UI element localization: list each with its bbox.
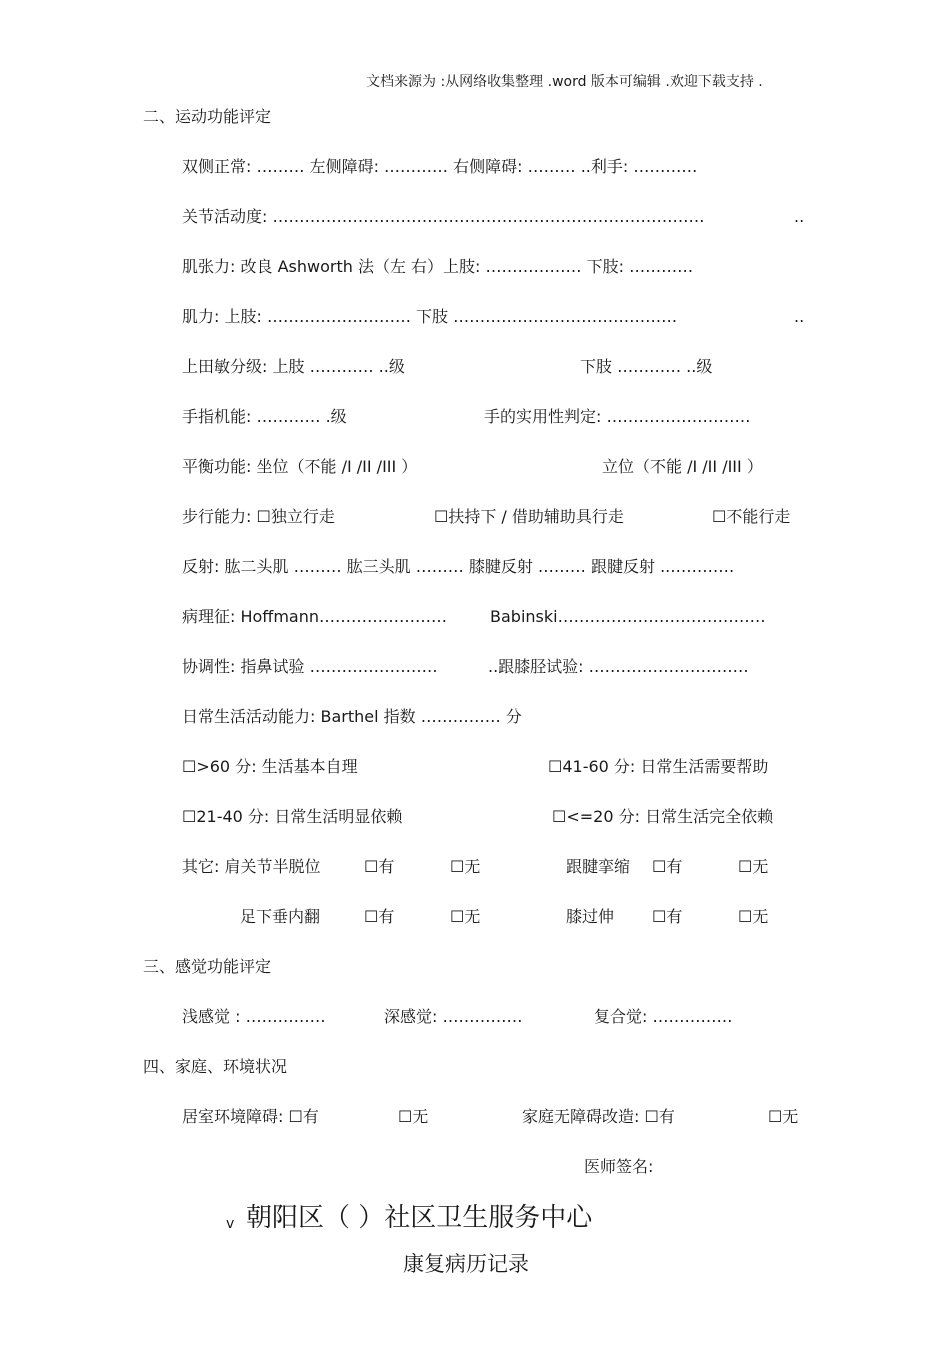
record-subtitle: 康复病历记录 (403, 1252, 529, 1276)
walking-assisted: ☐扶持下 / 借助辅助具行走 (434, 507, 624, 526)
shoulder-subluxation-label: 其它: 肩关节半脱位 (182, 857, 321, 876)
babinski-sign: Babinski………………………………… (490, 607, 766, 626)
ueda-upper: 上田敏分级: 上肢 ………… ..级 (182, 357, 405, 376)
knee-hyperextension-label: 膝过伸 (566, 907, 615, 926)
barrier-free-modification-no: ☐无 (768, 1107, 799, 1126)
combined-sensation: 复合觉: …………… (594, 1007, 733, 1026)
joint-rom-text: 关节活动度: ……………………………………………………………………… (182, 207, 705, 226)
center-title: 朝阳区（ ）社区卫生服务中心 (246, 1203, 593, 1233)
achilles-contracture-no: ☐无 (738, 857, 769, 876)
hand-practicality: 手的实用性判定: ……………………… (484, 407, 751, 426)
home-barrier-no: ☐无 (398, 1107, 429, 1126)
ueda-lower: 下肢 ………… ..级 (580, 357, 713, 376)
finger-nose-test: 协调性: 指鼻试验 …………………… (182, 657, 438, 676)
shoulder-subluxation-yes: ☐有 (364, 857, 395, 876)
section-4-title: 四、家庭、环境状况 (143, 1057, 288, 1076)
limb-side-text: 双侧正常: ……… 左侧障碍: ………… 右侧障碍: ……… ..利手: ………… (182, 157, 698, 176)
muscle-strength-text: 肌力: 上肢: ……………………… 下肢 …………………………………… (182, 307, 678, 326)
adl-option-over-60: ☐>60 分: 生活基本自理 (182, 757, 358, 776)
muscle-tone-text: 肌张力: 改良 Ashworth 法（左 右）上肢: ……………… 下肢: ………… (182, 257, 694, 276)
foot-drop-label: 足下垂内翻 (240, 907, 321, 926)
document-source-header: 文档来源为 :从网络收集整理 .word 版本可编辑 .欢迎下载支持 . (366, 74, 763, 90)
home-barrier-yes: 居室环境障碍: ☐有 (182, 1107, 319, 1126)
muscle-strength-end: .. (794, 307, 805, 326)
knee-hyperextension-yes: ☐有 (652, 907, 683, 926)
balance-standing: 立位（不能 /I /II /III ） (602, 457, 763, 476)
section-2-title: 二、运动功能评定 (143, 107, 272, 126)
knee-hyperextension-no: ☐无 (738, 907, 769, 926)
section-3-title: 三、感觉功能评定 (143, 957, 272, 976)
physician-signature: 医师签名: (584, 1157, 654, 1176)
achilles-contracture-yes: ☐有 (652, 857, 683, 876)
balance-sitting: 平衡功能: 坐位（不能 /I /II /III ） (182, 457, 418, 476)
adl-option-21-40: ☐21-40 分: 日常生活明显依赖 (182, 807, 403, 826)
foot-drop-no: ☐无 (450, 907, 481, 926)
barthel-index: 日常生活活动能力: Barthel 指数 …………… 分 (182, 707, 522, 726)
barrier-free-modification-yes: 家庭无障碍改造: ☐有 (522, 1107, 675, 1126)
shoulder-subluxation-no: ☐无 (450, 857, 481, 876)
walking-independent: 步行能力: ☐独立行走 (182, 507, 335, 526)
joint-rom-end: .. (794, 207, 805, 226)
adl-option-41-60: ☐41-60 分: 日常生活需要帮助 (548, 757, 769, 776)
foot-drop-yes: ☐有 (364, 907, 395, 926)
superficial-sensation: 浅感觉 : …………… (182, 1007, 326, 1026)
adl-option-under-20: ☐<=20 分: 日常生活完全依赖 (552, 807, 774, 826)
heel-knee-test: ..跟膝胫试验: ………………………… (488, 657, 749, 676)
reflex-text: 反射: 肱二头肌 ……… 肱三头肌 ……… 膝腱反射 ……… 跟腱反射 ..………… (182, 557, 735, 576)
hoffmann-sign: 病理征: Hoffmann…………………… (182, 607, 447, 626)
deep-sensation: 深感觉: …………… (384, 1007, 523, 1026)
achilles-contracture-label: 跟腱挛缩 (566, 857, 631, 876)
finger-function: 手指机能: ………… .级 (182, 407, 347, 426)
footer-marker: v (226, 1216, 235, 1232)
walking-unable: ☐不能行走 (712, 507, 791, 526)
